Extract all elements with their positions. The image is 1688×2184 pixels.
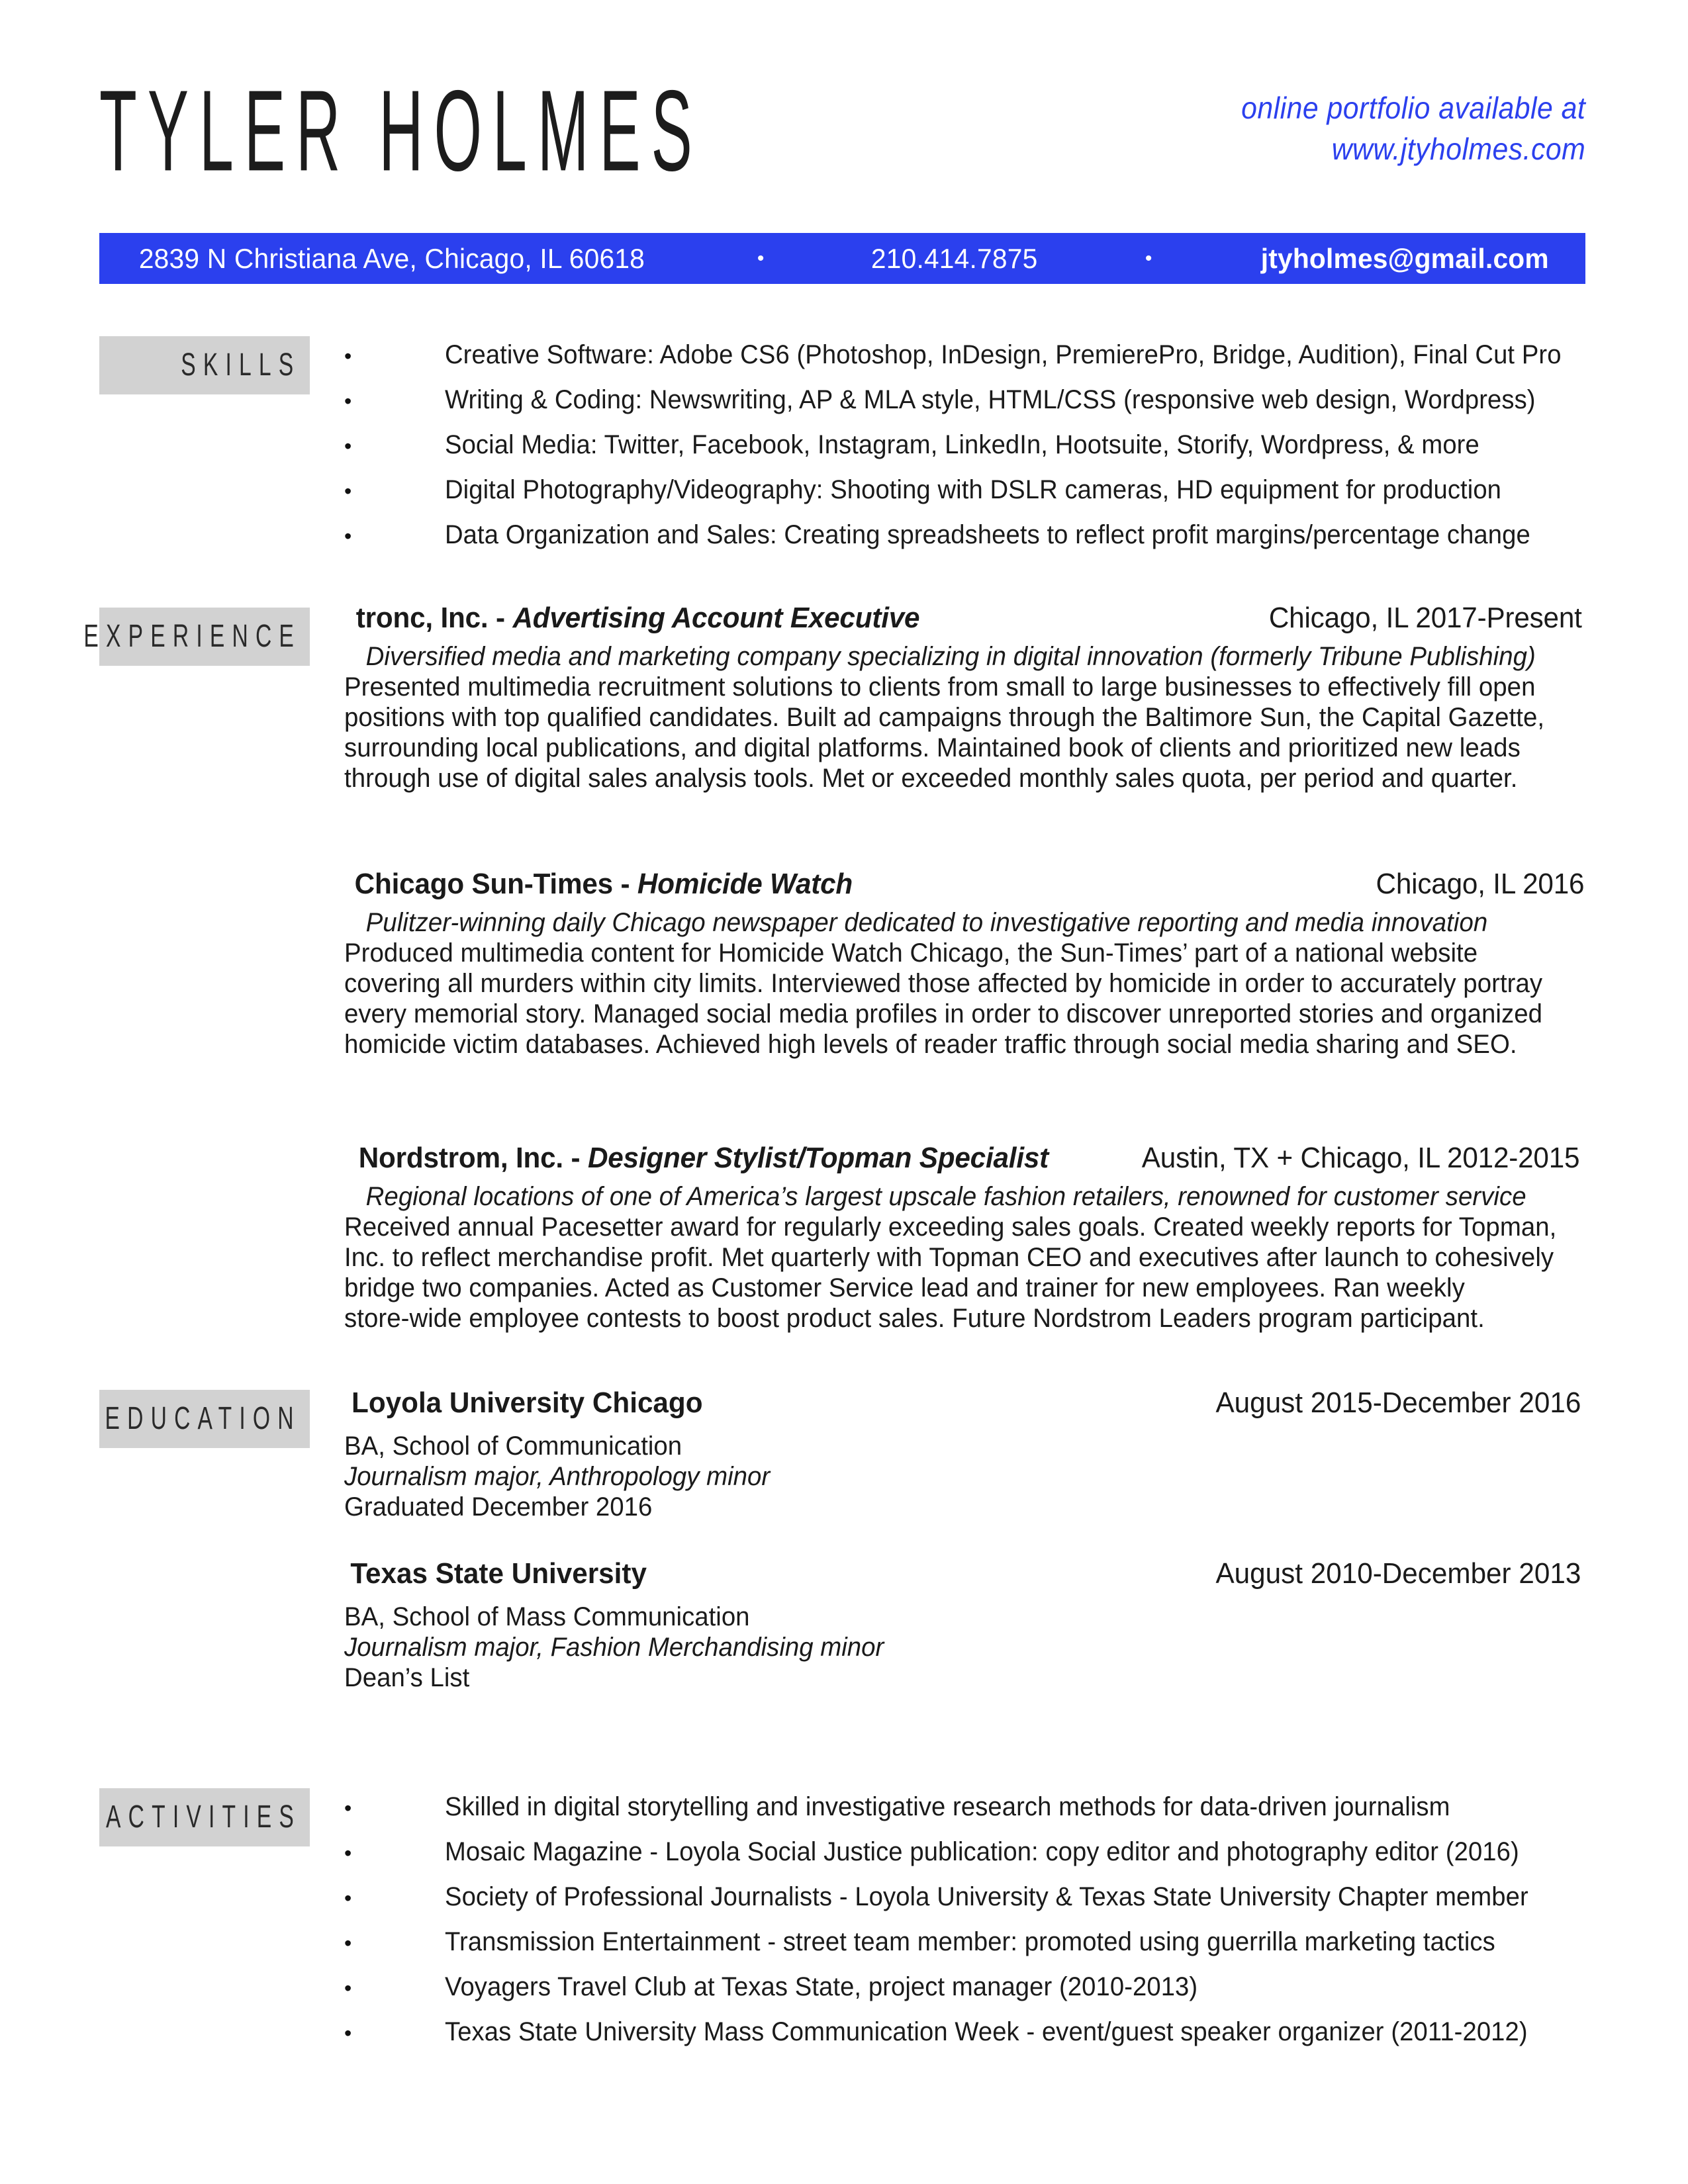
activity-text: Transmission Entertainment - street team member: promoted using guerrilla marketing tactics (445, 1927, 1495, 1956)
graduation-line: Graduated December 2016 (344, 1492, 653, 1522)
list-item (344, 387, 1589, 432)
section-label-activities: ACTIVITIES (105, 1799, 301, 1835)
entry-company: tronc, Inc. - (355, 602, 513, 634)
bullet-icon: • (344, 434, 352, 458)
list-item (344, 1839, 1589, 1884)
entry-tagline: Regional locations of one of America’s largest upscale fashion retailers, renowned for customer service (365, 1182, 1526, 1211)
activity-text: Texas State University Mass Communication Week - event/guest speaker organizer (2011-2012) (445, 2017, 1528, 2046)
bullet-icon: • (344, 1841, 352, 1865)
skills-list (344, 341, 1589, 567)
entry-location: Austin, TX + Chicago, IL 2012-2015 (1141, 1142, 1580, 1174)
portfolio-note (1241, 87, 1585, 169)
list-item (344, 2019, 1589, 2064)
skill-text: Writing & Coding: Newswriting, AP & MLA style, HTML/CSS (responsive web design, Wordpress) (445, 385, 1536, 414)
list-item (344, 477, 1589, 522)
contact-inner (131, 242, 1554, 274)
experience-entry (344, 602, 1589, 794)
bullet-icon: • (344, 479, 352, 503)
entry-tagline: Diversified media and marketing company specializing in digital innovation (formerly Tribune Publishing) (365, 642, 1536, 671)
entry-header (344, 602, 1589, 634)
entry-role: Advertising Account Executive (512, 602, 920, 634)
body-line: through use of digital sales analysis tools. Met or exceeded monthly sales quota, per period and quarter. (344, 764, 1518, 793)
school-name: Loyola University Chicago (352, 1387, 703, 1419)
section-chip-education (99, 1390, 310, 1448)
contact-email[interactable]: jtyholmes@gmail.com (1261, 242, 1550, 274)
entry-title (356, 602, 920, 634)
section-label-education: EDUCATION (105, 1401, 301, 1436)
list-item (344, 432, 1589, 477)
portfolio-url[interactable]: www.jtyholmes.com (1331, 132, 1585, 166)
entry-company: Nordstrom, Inc. - (358, 1142, 588, 1174)
body-line: homicide victim databases. Achieved high levels of reader traffic through social media sharing and SEO. (344, 1030, 1517, 1059)
entry-title (359, 1142, 1049, 1174)
candidate-name: TYLER HOLMES (99, 66, 703, 195)
activities-list (344, 1794, 1589, 2064)
body-line: Received annual Pacesetter award for regularly exceeding sales goals. Created weekly reports for Topman, (344, 1212, 1557, 1242)
list-item (344, 1929, 1589, 1974)
skill-text: Digital Photography/Videography: Shooting with DSLR cameras, HD equipment for production (445, 475, 1501, 504)
list-item (344, 1974, 1589, 2019)
entry-header (344, 868, 1589, 900)
education-details (344, 1431, 1539, 1522)
section-label-experience: EXPERIENCE (83, 619, 301, 654)
entry-header (344, 1387, 1589, 1419)
entry-header (344, 1558, 1589, 1590)
bullet-icon: • (344, 524, 352, 548)
list-item (344, 1794, 1589, 1839)
contact-separator-2: • (1145, 247, 1152, 269)
major-line: Journalism major, Fashion Merchandising minor (344, 1633, 884, 1662)
bullet-icon: • (344, 1931, 352, 1955)
entry-body (344, 938, 1543, 1060)
contact-phone[interactable]: 210.414.7875 (871, 242, 1038, 274)
skill-text: Creative Software: Adobe CS6 (Photoshop, InDesign, PremierePro, Bridge, Audition), Final Cut Pro (445, 340, 1562, 369)
entry-title (355, 868, 853, 900)
entry-role: Homicide Watch (637, 868, 853, 900)
entry-tagline: Pulitzer-winning daily Chicago newspaper dedicated to investigative reporting and media innovation (365, 908, 1488, 937)
entry-location: Chicago, IL 2016 (1376, 868, 1585, 900)
skill-text: Data Organization and Sales: Creating spreadsheets to reflect profit margins/percentage change (445, 520, 1530, 549)
entry-body (344, 1212, 1557, 1334)
school-name: Texas State University (350, 1557, 647, 1590)
honors-line: Dean’s List (344, 1663, 470, 1692)
bullet-icon: • (344, 389, 352, 413)
entry-role: Designer Stylist/Topman Specialist (587, 1142, 1049, 1174)
portfolio-line-1: online portfolio available at (1241, 91, 1585, 125)
section-chip-experience (83, 608, 310, 666)
list-item (344, 522, 1589, 567)
experience-entry (344, 1142, 1589, 1334)
section-chip-activities (99, 1788, 310, 1846)
school-dates: August 2015-December 2016 (1215, 1387, 1581, 1419)
body-line: store-wide employee contests to boost product sales. Future Nordstrom Leaders program participant. (344, 1304, 1485, 1333)
entry-location: Chicago, IL 2017-Present (1269, 602, 1583, 634)
resume-header (99, 66, 1585, 199)
activity-text: Mosaic Magazine - Loyola Social Justice publication: copy editor and photography editor (2016) (445, 1837, 1519, 1866)
body-line: Presented multimedia recruitment solutions to clients from small to large businesses to effectively fill open (344, 672, 1536, 702)
body-line: Produced multimedia content for Homicide Watch Chicago, the Sun-Times’ part of a national website (344, 938, 1478, 968)
education-entry (344, 1387, 1589, 1522)
bullet-icon: • (344, 344, 352, 368)
body-line: positions with top qualified candidates. Built ad campaigns through the Baltimore Sun, the Capital Gazette, (344, 703, 1545, 732)
list-item (344, 341, 1589, 387)
activity-text: Voyagers Travel Club at Texas State, project manager (2010-2013) (445, 1972, 1198, 2001)
major-line: Journalism major, Anthropology minor (344, 1462, 771, 1491)
entry-body (344, 672, 1545, 794)
education-entry (344, 1558, 1589, 1693)
body-line: bridge two companies. Acted as Customer Service lead and trainer for new employees. Ran weekly (344, 1273, 1465, 1302)
section-chip-skills (99, 336, 310, 394)
body-line: every memorial story. Managed social media profiles in order to discover unreported stories and organized (344, 999, 1543, 1028)
bullet-icon: • (344, 1976, 352, 2000)
section-label-skills: SKILLS (181, 347, 301, 383)
contact-address: 2839 N Christiana Ave, Chicago, IL 60618 (138, 242, 645, 274)
experience-entry (344, 868, 1589, 1060)
list-item (344, 1884, 1589, 1929)
activity-text: Skilled in digital storytelling and investigative research methods for data-driven journalism (445, 1792, 1450, 1821)
skill-text: Social Media: Twitter, Facebook, Instagram, LinkedIn, Hootsuite, Storify, Wordpress, & more (445, 430, 1479, 459)
degree-line: BA, School of Communication (344, 1432, 682, 1461)
bullet-icon: • (344, 1796, 352, 1820)
contact-separator-1: • (757, 247, 765, 269)
education-details (344, 1602, 1539, 1693)
bullet-icon: • (344, 2021, 352, 2045)
contact-bar (99, 233, 1585, 284)
body-line: covering all murders within city limits. Interviewed those affected by homicide in order to accurately portray (344, 969, 1543, 998)
degree-line: BA, School of Mass Communication (344, 1602, 750, 1631)
body-line: surrounding local publications, and digital platforms. Maintained book of clients and prioritized new leads (344, 733, 1521, 762)
entry-company: Chicago Sun-Times - (354, 868, 637, 900)
activity-text: Society of Professional Journalists - Loyola University & Texas State University Chapter member (445, 1882, 1528, 1911)
bullet-icon: • (344, 1886, 352, 1910)
body-line: Inc. to reflect merchandise profit. Met quarterly with Topman CEO and executives after launch to cohesively (344, 1243, 1554, 1272)
entry-header (344, 1142, 1589, 1174)
school-dates: August 2010-December 2013 (1215, 1557, 1581, 1590)
